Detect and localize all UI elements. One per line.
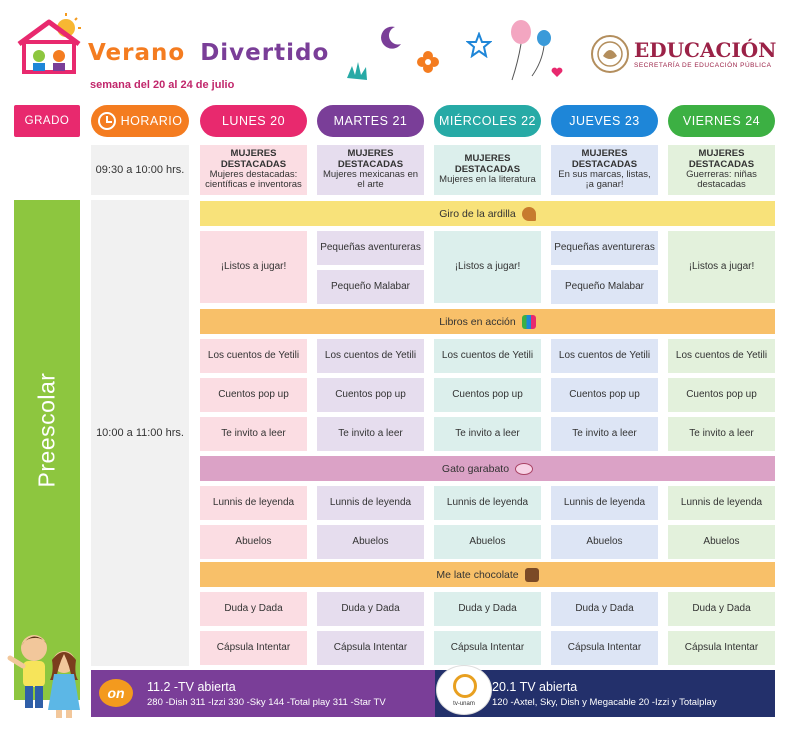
column-header-grado: GRADO — [14, 105, 80, 137]
once-ninas-ninos-logo-icon: on — [99, 679, 133, 707]
program-cell: Pequeñas aventureras — [551, 231, 658, 265]
squirrel-icon — [522, 207, 536, 221]
program-cell: Abuelos — [200, 525, 307, 559]
program-cell: Cápsula Intentar — [551, 631, 658, 665]
program-cell: Abuelos — [668, 525, 775, 559]
channel-tvunam-main: 20.1 TV abierta — [492, 680, 578, 694]
education-brand-subtitle: SECRETARÍA DE EDUCACIÓN PÚBLICA — [634, 62, 772, 69]
program-cell: Los cuentos de Yetili — [551, 339, 658, 373]
channel-tvunam-sub: 120 -Axtel, Sky, Dish y Megacable 20 -Izzi y Totalplay — [492, 697, 717, 708]
program-cell: Lunnis de leyenda — [551, 486, 658, 520]
band-me-late-chocolate — [200, 562, 775, 587]
program-cell: Duda y Dada — [551, 592, 658, 626]
program-cell: Cuentos pop up — [551, 378, 658, 412]
mujeres-topic: Mujeres mexicanas en el arte — [322, 169, 419, 191]
channel-once-panel — [91, 670, 435, 717]
program-cell: Cuentos pop up — [668, 378, 775, 412]
time-slot-mujeres: 09:30 a 10:00 hrs. — [91, 145, 189, 195]
program-cell: Te invito a leer — [434, 417, 541, 451]
mujeres-heading: MUJERES DESTACADAS — [571, 148, 638, 170]
band-libros-en-accion — [200, 309, 775, 334]
program-cell: Abuelos — [434, 525, 541, 559]
channel-once-sub: 280 -Dish 311 -Izzi 330 -Sky 144 -Total play 311 -Star TV — [147, 697, 386, 708]
title-part2: Divertido — [200, 40, 330, 66]
tv-unam-ring-icon — [453, 674, 477, 698]
mujeres-heading: MUJERES DESTACADAS — [220, 148, 287, 170]
program-cell: Cápsula Intentar — [317, 631, 424, 665]
program-cell: Cuentos pop up — [200, 378, 307, 412]
program-cell: Te invito a leer — [200, 417, 307, 451]
band-label: Me late chocolate — [436, 568, 519, 581]
mujeres-topic: Guerreras: niñas destacadas — [686, 169, 757, 191]
program-cell: Abuelos — [317, 525, 424, 559]
education-brand-title: EDUCACIÓN — [634, 38, 777, 62]
mujeres-cell-jueves — [551, 145, 658, 195]
government-seal-icon — [590, 34, 630, 74]
program-cell: Lunnis de leyenda — [434, 486, 541, 520]
program-cell: Te invito a leer — [668, 417, 775, 451]
children-illustration-icon — [6, 628, 88, 720]
title-part1: Verano — [88, 40, 186, 66]
heart-icon — [551, 67, 563, 78]
program-cell: Te invito a leer — [551, 417, 658, 451]
mujeres-heading: MUJERES DESTACADAS — [454, 153, 521, 175]
band-label: Libros en acción — [439, 315, 516, 328]
mujeres-heading: MUJERES DESTACADAS — [688, 148, 755, 170]
mujeres-topic: Mujeres en la literatura — [439, 174, 536, 186]
mujeres-cell-viernes — [668, 145, 775, 195]
mujeres-cell-martes — [317, 145, 424, 195]
program-cell: ¡Listos a jugar! — [434, 231, 541, 303]
band-label: Giro de la ardilla — [439, 207, 516, 220]
program-cell: Duda y Dada — [200, 592, 307, 626]
program-cell: ¡Listos a jugar! — [200, 231, 307, 303]
channel-once-main: 11.2 -TV abierta — [147, 680, 236, 694]
cat-icon — [515, 463, 533, 475]
mujeres-cell-miercoles — [434, 145, 541, 195]
program-cell: Abuelos — [551, 525, 658, 559]
page-subtitle: semana del 20 al 24 de julio — [90, 79, 235, 91]
column-header-jueves: JUEVES 23 — [551, 105, 658, 137]
time-slot-preescolar: 10:00 a 11:00 hrs. — [91, 200, 189, 666]
chocolate-icon — [525, 568, 539, 582]
program-cell: Lunnis de leyenda — [200, 486, 307, 520]
clock-icon — [98, 112, 116, 130]
balloons-icon — [506, 18, 554, 84]
tv-unam-logo-icon — [436, 665, 492, 715]
program-cell: Cuentos pop up — [317, 378, 424, 412]
house-logo-icon — [14, 10, 84, 76]
program-cell: Pequeño Malabar — [317, 270, 424, 304]
program-cell: Cápsula Intentar — [668, 631, 775, 665]
program-cell: ¡Listos a jugar! — [668, 231, 775, 303]
column-header-martes: MARTES 21 — [317, 105, 424, 137]
books-icon — [522, 315, 536, 329]
program-cell: Te invito a leer — [317, 417, 424, 451]
program-cell: Cápsula Intentar — [434, 631, 541, 665]
program-cell: Los cuentos de Yetili — [317, 339, 424, 373]
program-cell: Duda y Dada — [317, 592, 424, 626]
program-cell: Lunnis de leyenda — [668, 486, 775, 520]
program-cell: Cápsula Intentar — [200, 631, 307, 665]
program-cell: Pequeño Malabar — [551, 270, 658, 304]
splash-icon — [344, 58, 370, 82]
tv-unam-logo-text: tv-unam — [453, 701, 475, 707]
grade-label-preescolar — [14, 200, 80, 700]
star-icon — [466, 32, 492, 58]
horario-label: HORARIO — [120, 114, 183, 128]
mujeres-topic: Mujeres destacadas: científicas e inventoras — [205, 169, 302, 191]
column-header-horario — [91, 105, 189, 137]
band-gato-garabato — [200, 456, 775, 481]
column-header-lunes: LUNES 20 — [200, 105, 307, 137]
program-cell: Cuentos pop up — [434, 378, 541, 412]
mujeres-topic: En sus marcas, listas, ¡a ganar! — [558, 169, 651, 191]
band-giro-de-la-ardilla — [200, 201, 775, 226]
program-cell: Los cuentos de Yetili — [434, 339, 541, 373]
moon-icon — [378, 24, 404, 50]
column-header-miercoles: MIÉRCOLES 22 — [434, 105, 541, 137]
program-cell: Duda y Dada — [434, 592, 541, 626]
program-cell: Pequeñas aventureras — [317, 231, 424, 265]
channel-footer — [91, 670, 775, 717]
column-header-viernes: VIERNES 24 — [668, 105, 775, 137]
flower-icon — [416, 50, 440, 74]
page-title — [88, 40, 329, 66]
mujeres-heading: MUJERES DESTACADAS — [337, 148, 404, 170]
band-label: Gato garabato — [441, 462, 510, 475]
program-cell: Los cuentos de Yetili — [200, 339, 307, 373]
grade-label-text: Preescolar — [33, 372, 60, 488]
mujeres-cell-lunes — [200, 145, 307, 195]
program-cell: Los cuentos de Yetili — [668, 339, 775, 373]
program-cell: Duda y Dada — [668, 592, 775, 626]
program-cell: Lunnis de leyenda — [317, 486, 424, 520]
